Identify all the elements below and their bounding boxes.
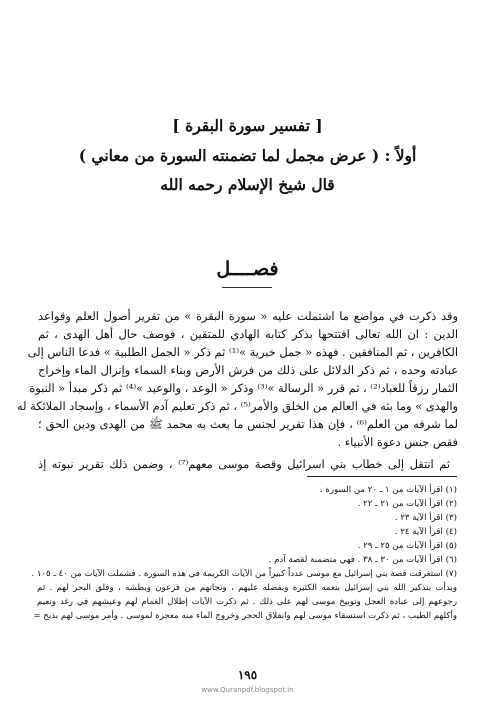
- footnote: (١) اقرأ الآيات من ١ ـ ٢٠ من السورة .: [319, 485, 457, 495]
- footnote: رجوعهم إلى عبادة العجل وتوبيخ موسى لهم على ذلك . ثم ذكرت الآيات إظلال الغمام لهم وعيشهم في رغد ونعيم: [37, 597, 457, 607]
- author-heading: قال شيخ الإسلام رحمه الله: [160, 175, 335, 194]
- body-line: ثم انتقل إلى خطاب بني اسرائيل وقصة موسى معهم⁽⁷⁾ ، وضمن ذلك تقرير نبوته إذ: [38, 457, 451, 471]
- footnote: (٤) اقرأ الآية ٢٤ .: [394, 527, 457, 537]
- footnote: وأكلهم الطيب ، ثم ذكرت استسقاء موسى لهم وانفلاق الحجر وخروج الماء منه معجزة لموسى . وأمر موسى لهم بذبح =: [33, 611, 457, 621]
- chapter-heading: [ تفسير سورة البقرة ]: [172, 116, 323, 135]
- body-line: الثمار رزقاً للعباد⁽²⁾ ، ثم قرر « الرسالة »⁽³⁾ وذكر « الوعد ، والوعيد »⁽⁴⁾ ثم ذكر مبدأ « النبوة: [29, 381, 458, 395]
- body-line: فقص جنس دعوة الأنبياء .: [337, 435, 458, 449]
- footnote: (٥) اقرأ الآيات من ٢٥ ـ ٢٩ .: [357, 541, 457, 551]
- section-heading: أولاً : ( عرض مجمل لما تضمنته السورة من معاني ): [78, 146, 417, 165]
- body-line: وقد ذكرت في مواضع ما اشتملت عليه « سورة البقرة » من تقرير أصول العلم وقواعد: [38, 309, 458, 323]
- footnote: (٦) اقرأ الآيات من ٣٠ ـ ٣٨ . فهي متضمنة لقصة آدم .: [268, 555, 457, 565]
- body-line: لما شرفه من العلم⁽⁶⁾ ، فإن هذا تقرير لجنس ما بعث به محمد ﷺ من الهدى ودين الحق ؛: [38, 417, 458, 431]
- body-line: والهدى » وما بثه في العالم من الخلق والأمر⁽⁵⁾ ، ثم ذكر تعليم آدم الأسماء ، وإسجاد الملائكة له: [16, 399, 458, 413]
- footnote: (٣) اقرأ الآية ٢٣ .: [394, 513, 457, 523]
- body-line: الدين : ان الله تعالى افتتحها بذكر كتابه الهادي للمتقين ، فوصف حال أهل الهدى ، ثم: [38, 327, 458, 341]
- section-title: فصــــل: [216, 258, 279, 280]
- watermark: www.Quranpdf.blogspot.in: [201, 686, 294, 694]
- footnote: (٧) استغرقت قصة بني إسرائيل مع موسى عدداً كبيراً من الآيات الكريمة في هذه السورة . فشملت الآيات من ٤٠ ـ ١٠٥ .: [31, 569, 457, 579]
- body-line: عبادته وحده ، ثم ذكر الدلائل على ذلك من فرش الأرض وبناء السماء وإنزال الماء وإخراج: [38, 363, 458, 377]
- footnote-separator: [307, 476, 457, 477]
- page-number: ١٩٥: [237, 668, 258, 682]
- section-title-underline: [222, 287, 272, 288]
- body-line: الكافرين ، ثم المنافقين . فهذه « جمل خبرية »⁽¹⁾ ثم ذكر « الجمل الطلبية » فدعا الناس إلى: [27, 345, 458, 359]
- footnote: (٢) اقرأ الآيات من ٢١ ـ ٢٢ .: [357, 499, 457, 509]
- footnote: وبدأت بتذكير الله بني إسرائيل بنعمه الكثيرة وبفضله عليهم ، ونجاتهم من فرعون وبطشه ، وفلق البحر لهم . ثم: [37, 583, 457, 593]
